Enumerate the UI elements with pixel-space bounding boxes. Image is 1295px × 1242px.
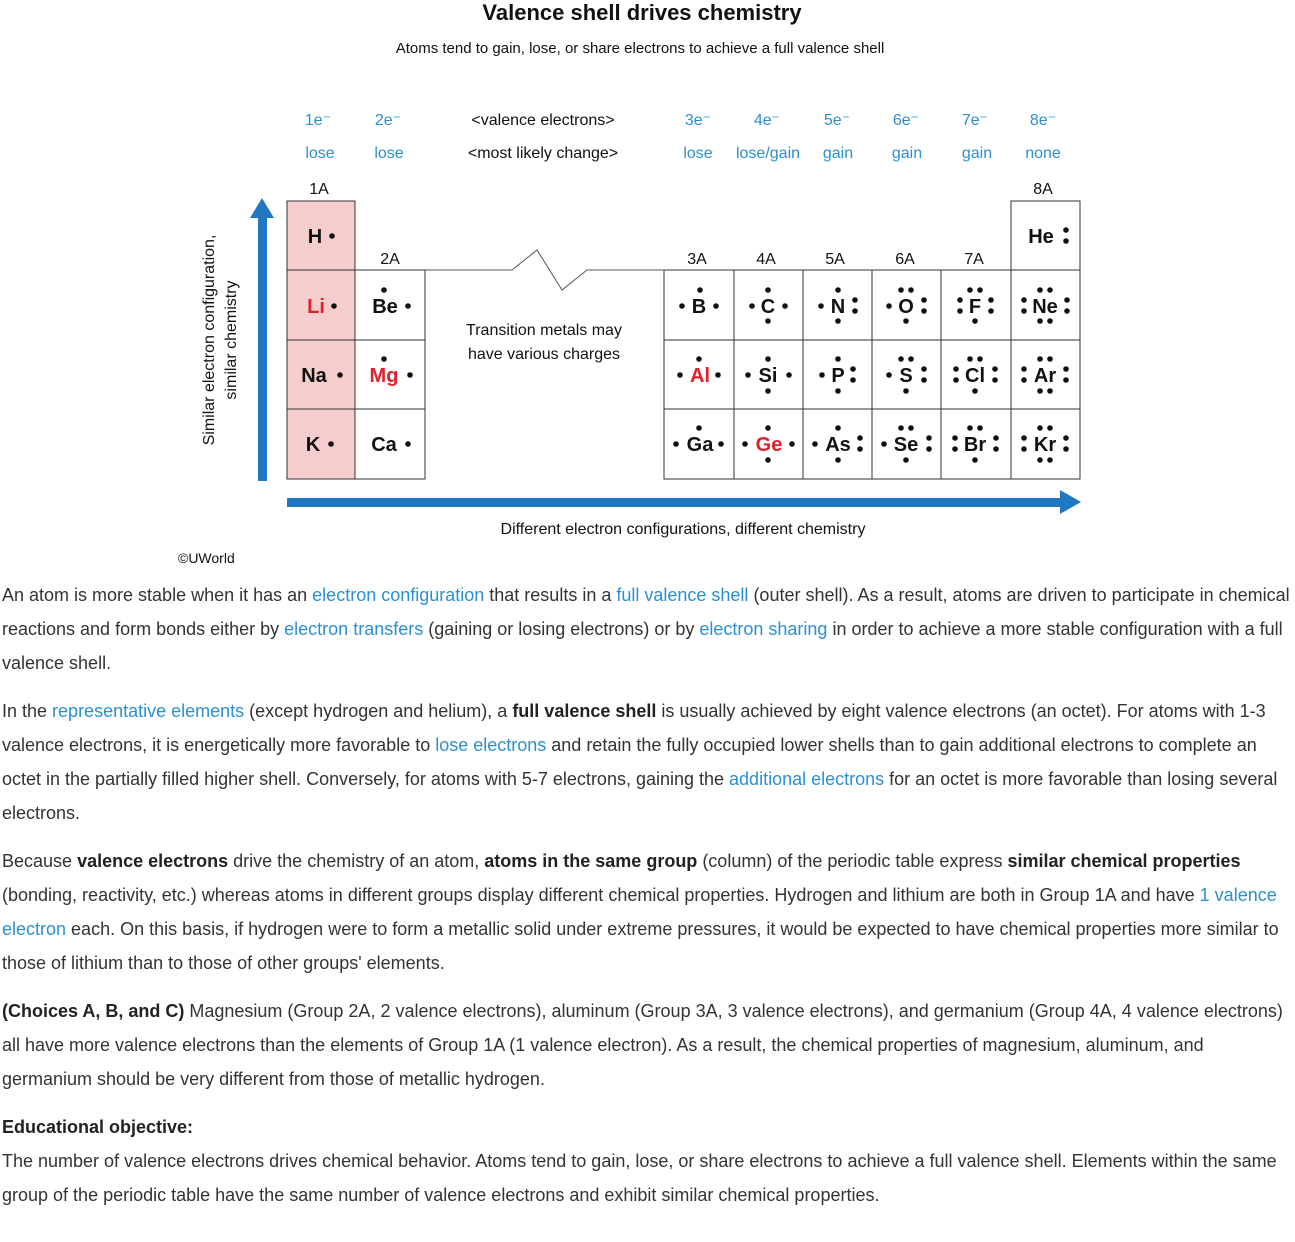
paragraph-1 <box>2 578 1292 680</box>
element-o: O <box>898 296 914 318</box>
bold-same-group: atoms in the same group <box>484 851 698 871</box>
text-span: In the <box>2 701 53 721</box>
text-span: Magnesium (Group 2A, 2 valence electrons), aluminum (Group 3A, 3 valence electrons), and germanium (Group 4A, 4 valence electrons) all have more valence electrons than the elements of Group 1A (1 valence electron). As a result, the chemical properties of magnesium, aluminum, and germanium should be very different from those of metallic hydrogen. <box>2 1001 1283 1089</box>
figure-subtitle: Atoms tend to gain, lose, or share electrons to achieve a full valence shell <box>395 40 885 57</box>
link-electron-configuration[interactable]: electron configuration <box>312 585 485 605</box>
group-5a-label: 5A <box>825 251 845 268</box>
element-k: K <box>305 434 321 456</box>
valence-electrons-header: <valence electrons> <box>471 112 615 129</box>
col-5-electrons: 5e⁻ <box>823 112 851 129</box>
col-4-electrons: 4e⁻ <box>753 112 781 129</box>
element-he: He <box>1028 226 1054 248</box>
x-axis-label: Different electron configurations, different chemistry <box>500 521 866 538</box>
transition-note-line-2: have various charges <box>467 346 621 363</box>
col-8-change: none <box>1025 145 1061 162</box>
col-5-change: gain <box>822 145 854 162</box>
paragraph-2 <box>2 694 1292 830</box>
link-representative-elements[interactable]: representative elements <box>52 701 245 721</box>
col-6-change: gain <box>891 145 923 162</box>
link-electron-sharing[interactable]: electron sharing <box>699 619 828 639</box>
col-4-change: lose/gain <box>735 145 801 162</box>
element-na: Na <box>301 365 327 387</box>
text-span: that results in a <box>484 585 617 605</box>
element-b: B <box>691 296 707 318</box>
text-span: (outer shell). As a result, atoms are driven to participate in chemical reactions and form bonds either by <box>2 585 1290 639</box>
text-span: drive the chemistry of an atom, <box>228 851 485 871</box>
element-cl: Cl <box>965 365 985 387</box>
vertical-arrow <box>250 198 274 481</box>
bold-choices-abc: (Choices A, B, and C) <box>2 1001 185 1021</box>
figure-title: Valence shell drives chemistry <box>482 0 802 25</box>
link-1-valence-electron[interactable]: 1 valence electron <box>2 885 1277 939</box>
bold-valence-electrons: valence electrons <box>77 851 229 871</box>
grid-lines <box>287 201 1080 479</box>
group-7a-label: 7A <box>964 251 984 268</box>
col-1-electrons: 1e⁻ <box>304 112 332 129</box>
element-br: Br <box>963 434 987 456</box>
text-span: An atom is more stable when it has an <box>2 585 313 605</box>
element-as: As <box>825 434 851 456</box>
element-f: F <box>968 296 982 318</box>
bold-similar-properties: similar chemical properties <box>1007 851 1241 871</box>
bold-full-valence-shell: full valence shell <box>512 701 657 721</box>
y-axis-label-line-2: similar chemistry <box>223 280 240 400</box>
element-be: Be <box>372 296 398 318</box>
group-4a-label: 4A <box>756 251 776 268</box>
element-c: C <box>760 296 776 318</box>
text-span: in order to achieve a more stable configuration with a full valence shell. <box>2 619 1283 673</box>
text-span: is usually achieved by eight valence electrons (an octet). For atoms with 1-3 valence electrons, it is energetically more favorable to <box>2 701 1266 755</box>
group-8a-label: 8A <box>1033 181 1053 198</box>
text-span: Because <box>2 851 78 871</box>
col-6-electrons: 6e⁻ <box>892 112 920 129</box>
element-s: S <box>899 365 913 387</box>
element-h: H <box>307 226 323 248</box>
element-ga: Ga <box>686 434 714 456</box>
element-ar: Ar <box>1033 365 1057 387</box>
element-n: N <box>830 296 846 318</box>
text-span: (column) of the periodic table express <box>697 851 1008 871</box>
explanation-text <box>2 578 1292 1212</box>
col-2-electrons: 2e⁻ <box>374 112 402 129</box>
element-al: Al <box>690 365 710 387</box>
text-span: each. On this basis, if hydrogen were to form a metallic solid under extreme pressures, it would be expected to have chemical properties more similar to those of lithium than to those of other groups' elements. <box>2 919 1279 973</box>
text-span: and retain the fully occupied lower shells than to gain additional electrons to complete an octet in the partially filled higher shell. Conversely, for atoms with 5-7 electrons, gaining the <box>2 735 1257 789</box>
copyright-text: ©UWorld <box>178 550 235 566</box>
valence-shell-figure <box>0 0 1295 575</box>
element-ge: Ge <box>755 434 783 456</box>
link-electron-transfers[interactable]: electron transfers <box>284 619 424 639</box>
transition-metal-gap-line <box>425 250 664 290</box>
objective-text: The number of valence electrons drives chemical behavior. Atoms tend to gain, lose, or share electrons to achieve a full valence shell. Elements within the same group of the periodic table have the same number of valence electrons and exhibit similar chemical properties. <box>2 1151 1277 1205</box>
group-1a-label: 1A <box>309 181 329 198</box>
element-ne: Ne <box>1032 296 1058 318</box>
link-additional-electrons[interactable]: additional electrons <box>729 769 885 789</box>
link-full-valence-shell[interactable]: full valence shell <box>616 585 749 605</box>
objective-heading <box>2 1110 1292 1144</box>
text-span: (gaining or losing electrons) or by <box>423 619 700 639</box>
element-ca: Ca <box>371 434 397 456</box>
col-7-electrons: 7e⁻ <box>961 112 989 129</box>
element-mg: Mg <box>369 365 399 387</box>
link-lose-electrons[interactable]: lose electrons <box>435 735 547 755</box>
objective-heading-text: Educational objective: <box>2 1117 194 1137</box>
group-2a-label: 2A <box>380 251 400 268</box>
transition-note-line-1: Transition metals may <box>466 322 622 339</box>
element-li: Li <box>307 296 325 318</box>
text-span: (bonding, reactivity, etc.) whereas atoms in different groups display different chemical properties. Hydrogen and lithium are both in Group 1A and have <box>2 885 1200 905</box>
col-2-change: lose <box>374 145 404 162</box>
y-axis-label-line-1: Similar electron configuration, <box>201 234 218 446</box>
col-8-electrons: 8e⁻ <box>1029 112 1057 129</box>
element-si: Si <box>758 365 778 387</box>
col-3-change: lose <box>683 145 713 162</box>
group-3a-label: 3A <box>687 251 707 268</box>
element-kr: Kr <box>1033 434 1057 456</box>
col-3-electrons: 3e⁻ <box>684 112 712 129</box>
text-span: (except hydrogen and helium), a <box>244 701 513 721</box>
paragraph-3 <box>2 844 1292 980</box>
col-1-change: lose <box>305 145 335 162</box>
element-p: P <box>831 365 845 387</box>
most-likely-change-header: <most likely change> <box>467 145 619 162</box>
text-span: for an octet is more favorable than losing several electrons. <box>2 769 1278 823</box>
element-se: Se <box>893 434 919 456</box>
group-6a-label: 6A <box>895 251 915 268</box>
paragraph-4 <box>2 994 1292 1096</box>
col-7-change: gain <box>961 145 993 162</box>
horizontal-arrow <box>287 490 1081 514</box>
